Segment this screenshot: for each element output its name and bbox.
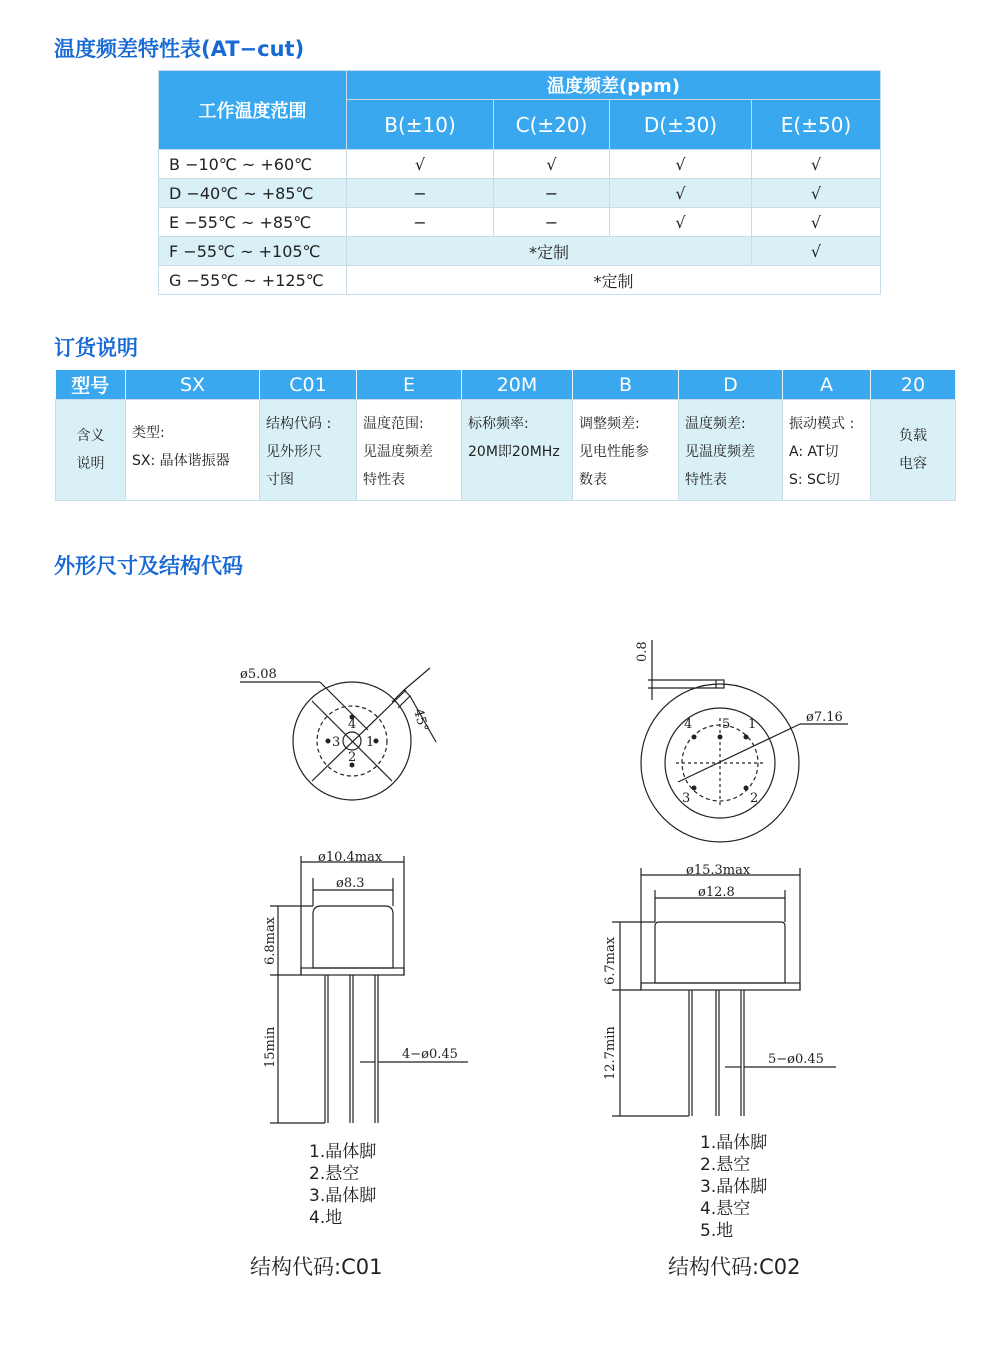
text: SX: 晶体谐振器 bbox=[132, 453, 230, 469]
row-cell: √ bbox=[494, 150, 610, 179]
row-cell: √ bbox=[752, 150, 881, 179]
list-item: 2.悬空 bbox=[309, 1164, 360, 1184]
row-cell: − bbox=[494, 208, 610, 237]
list-item: 5.地 bbox=[700, 1221, 734, 1241]
row-cell: √ bbox=[752, 179, 881, 208]
c01-pin-3: 3 bbox=[332, 735, 341, 750]
col-e: E(±50) bbox=[752, 100, 881, 150]
c02-dim-outer: ø15.3max bbox=[686, 863, 751, 878]
text: 类型: bbox=[132, 425, 165, 441]
c02-dim-lead-dia: 5−ø0.45 bbox=[768, 1052, 824, 1067]
text: 见外形尺 bbox=[266, 444, 322, 460]
row-cell: √ bbox=[752, 208, 881, 237]
c01-top-view bbox=[240, 668, 436, 800]
order-header: 型号 bbox=[56, 370, 126, 400]
col-c: C(±20) bbox=[494, 100, 610, 150]
c01-pin-4: 4 bbox=[348, 717, 357, 732]
row-cell: − bbox=[347, 208, 494, 237]
header-range: 工作温度范围 bbox=[159, 71, 347, 150]
text: 见温度频差 bbox=[363, 444, 433, 460]
c01-dim-height: 6.8max bbox=[263, 916, 278, 965]
c02-dim-lead: 12.7min bbox=[603, 1026, 618, 1080]
order-header: A bbox=[783, 370, 871, 400]
order-header: SX bbox=[126, 370, 260, 400]
row-cell: √ bbox=[610, 179, 752, 208]
row-custom: *定制 bbox=[347, 237, 752, 266]
text: 寸图 bbox=[266, 472, 294, 488]
row-range: B −10℃ ~ +60℃ bbox=[159, 150, 347, 179]
c01-pin-list bbox=[309, 1141, 376, 1229]
row-cell: √ bbox=[610, 150, 752, 179]
list-item: 3.晶体脚 bbox=[700, 1177, 768, 1197]
order-header: D bbox=[679, 370, 783, 400]
c02-pin-2: 2 bbox=[750, 791, 759, 806]
text: 见电性能参 bbox=[579, 444, 649, 460]
c02-pin-list bbox=[700, 1132, 767, 1242]
header-group: 温度频差(ppm) bbox=[347, 71, 881, 100]
list-item: 3.晶体脚 bbox=[309, 1186, 377, 1206]
c01-dim-lead: 15min bbox=[263, 1026, 278, 1068]
c02-pin-3: 3 bbox=[682, 791, 691, 806]
text: 调整频差: bbox=[579, 416, 640, 432]
row-range: G −55℃ ~ +125℃ bbox=[159, 266, 347, 295]
text: 含义 bbox=[76, 428, 105, 444]
section-title-temp-table: 温度频差特性表(AT−cut) bbox=[54, 37, 305, 61]
c01-dim-lead-dia: 4−ø0.45 bbox=[402, 1047, 458, 1062]
text: 见温度频差 bbox=[685, 444, 755, 460]
c01-dim-pin-circle: ø5.08 bbox=[240, 667, 277, 682]
row-range: D −40℃ ~ +85℃ bbox=[159, 179, 347, 208]
text: S: SC切 bbox=[789, 472, 840, 488]
list-item: 1.晶体脚 bbox=[700, 1133, 768, 1153]
text: 振动模式 : bbox=[789, 416, 855, 432]
row-custom: *定制 bbox=[347, 266, 881, 295]
col-d: D(±30) bbox=[610, 100, 752, 150]
row-cell: √ bbox=[347, 150, 494, 179]
section-title-order: 订货说明 bbox=[54, 336, 138, 360]
c01-caption: 结构代码:C01 bbox=[250, 1255, 383, 1279]
text: 结构代码 : bbox=[266, 416, 332, 432]
c02-dim-body: ø12.8 bbox=[698, 885, 735, 900]
text: 负载 bbox=[899, 428, 927, 444]
text: 标称频率: bbox=[468, 416, 529, 432]
c02-pin-5: 5 bbox=[722, 717, 731, 732]
text: 电容 bbox=[899, 456, 927, 472]
c02-pin-4: 4 bbox=[684, 717, 693, 732]
list-item: 4.地 bbox=[309, 1208, 343, 1228]
c01-dim-outer: ø10.4max bbox=[318, 850, 383, 865]
section-title-outline: 外形尺寸及结构代码 bbox=[54, 554, 243, 578]
order-header: C01 bbox=[260, 370, 357, 400]
list-item: 4.悬空 bbox=[700, 1199, 751, 1219]
list-item: 2.悬空 bbox=[700, 1155, 751, 1175]
row-range: F −55℃ ~ +105℃ bbox=[159, 237, 347, 266]
c02-top-view bbox=[641, 640, 848, 842]
text: 温度频差: bbox=[685, 416, 746, 432]
row-range: E −55℃ ~ +85℃ bbox=[159, 208, 347, 237]
list-item: 1.晶体脚 bbox=[309, 1142, 377, 1162]
text: 数表 bbox=[579, 472, 607, 488]
c01-pin-1: 1 bbox=[366, 735, 375, 750]
row-cell: √ bbox=[610, 208, 752, 237]
c01-side-view bbox=[270, 856, 468, 1123]
row-cell: − bbox=[347, 179, 494, 208]
c02-caption: 结构代码:C02 bbox=[668, 1255, 801, 1279]
text: 特性表 bbox=[685, 472, 727, 488]
c02-pin-1: 1 bbox=[748, 717, 757, 732]
c02-dim-height: 6.7max bbox=[603, 936, 618, 985]
order-header: 20 bbox=[871, 370, 956, 400]
text: 特性表 bbox=[363, 472, 405, 488]
c02-dim-pin-circle: ø7.16 bbox=[806, 710, 843, 725]
order-header: 20M bbox=[462, 370, 573, 400]
col-b: B(±10) bbox=[347, 100, 494, 150]
c02-dim-tab: 0.8 bbox=[635, 641, 650, 662]
order-header: B bbox=[573, 370, 679, 400]
c01-pin-2: 2 bbox=[348, 750, 357, 765]
c01-dim-body: ø8.3 bbox=[336, 876, 365, 891]
text: A: AT切 bbox=[789, 444, 839, 460]
text: 温度范围: bbox=[363, 416, 424, 432]
c02-side-view bbox=[612, 868, 836, 1116]
c01-dim-angle: 45° bbox=[410, 707, 431, 734]
order-header: E bbox=[357, 370, 462, 400]
row-cell: √ bbox=[752, 237, 881, 266]
text: 说明 bbox=[76, 456, 105, 472]
text: 20M即20MHz bbox=[468, 444, 560, 460]
row-cell: − bbox=[494, 179, 610, 208]
